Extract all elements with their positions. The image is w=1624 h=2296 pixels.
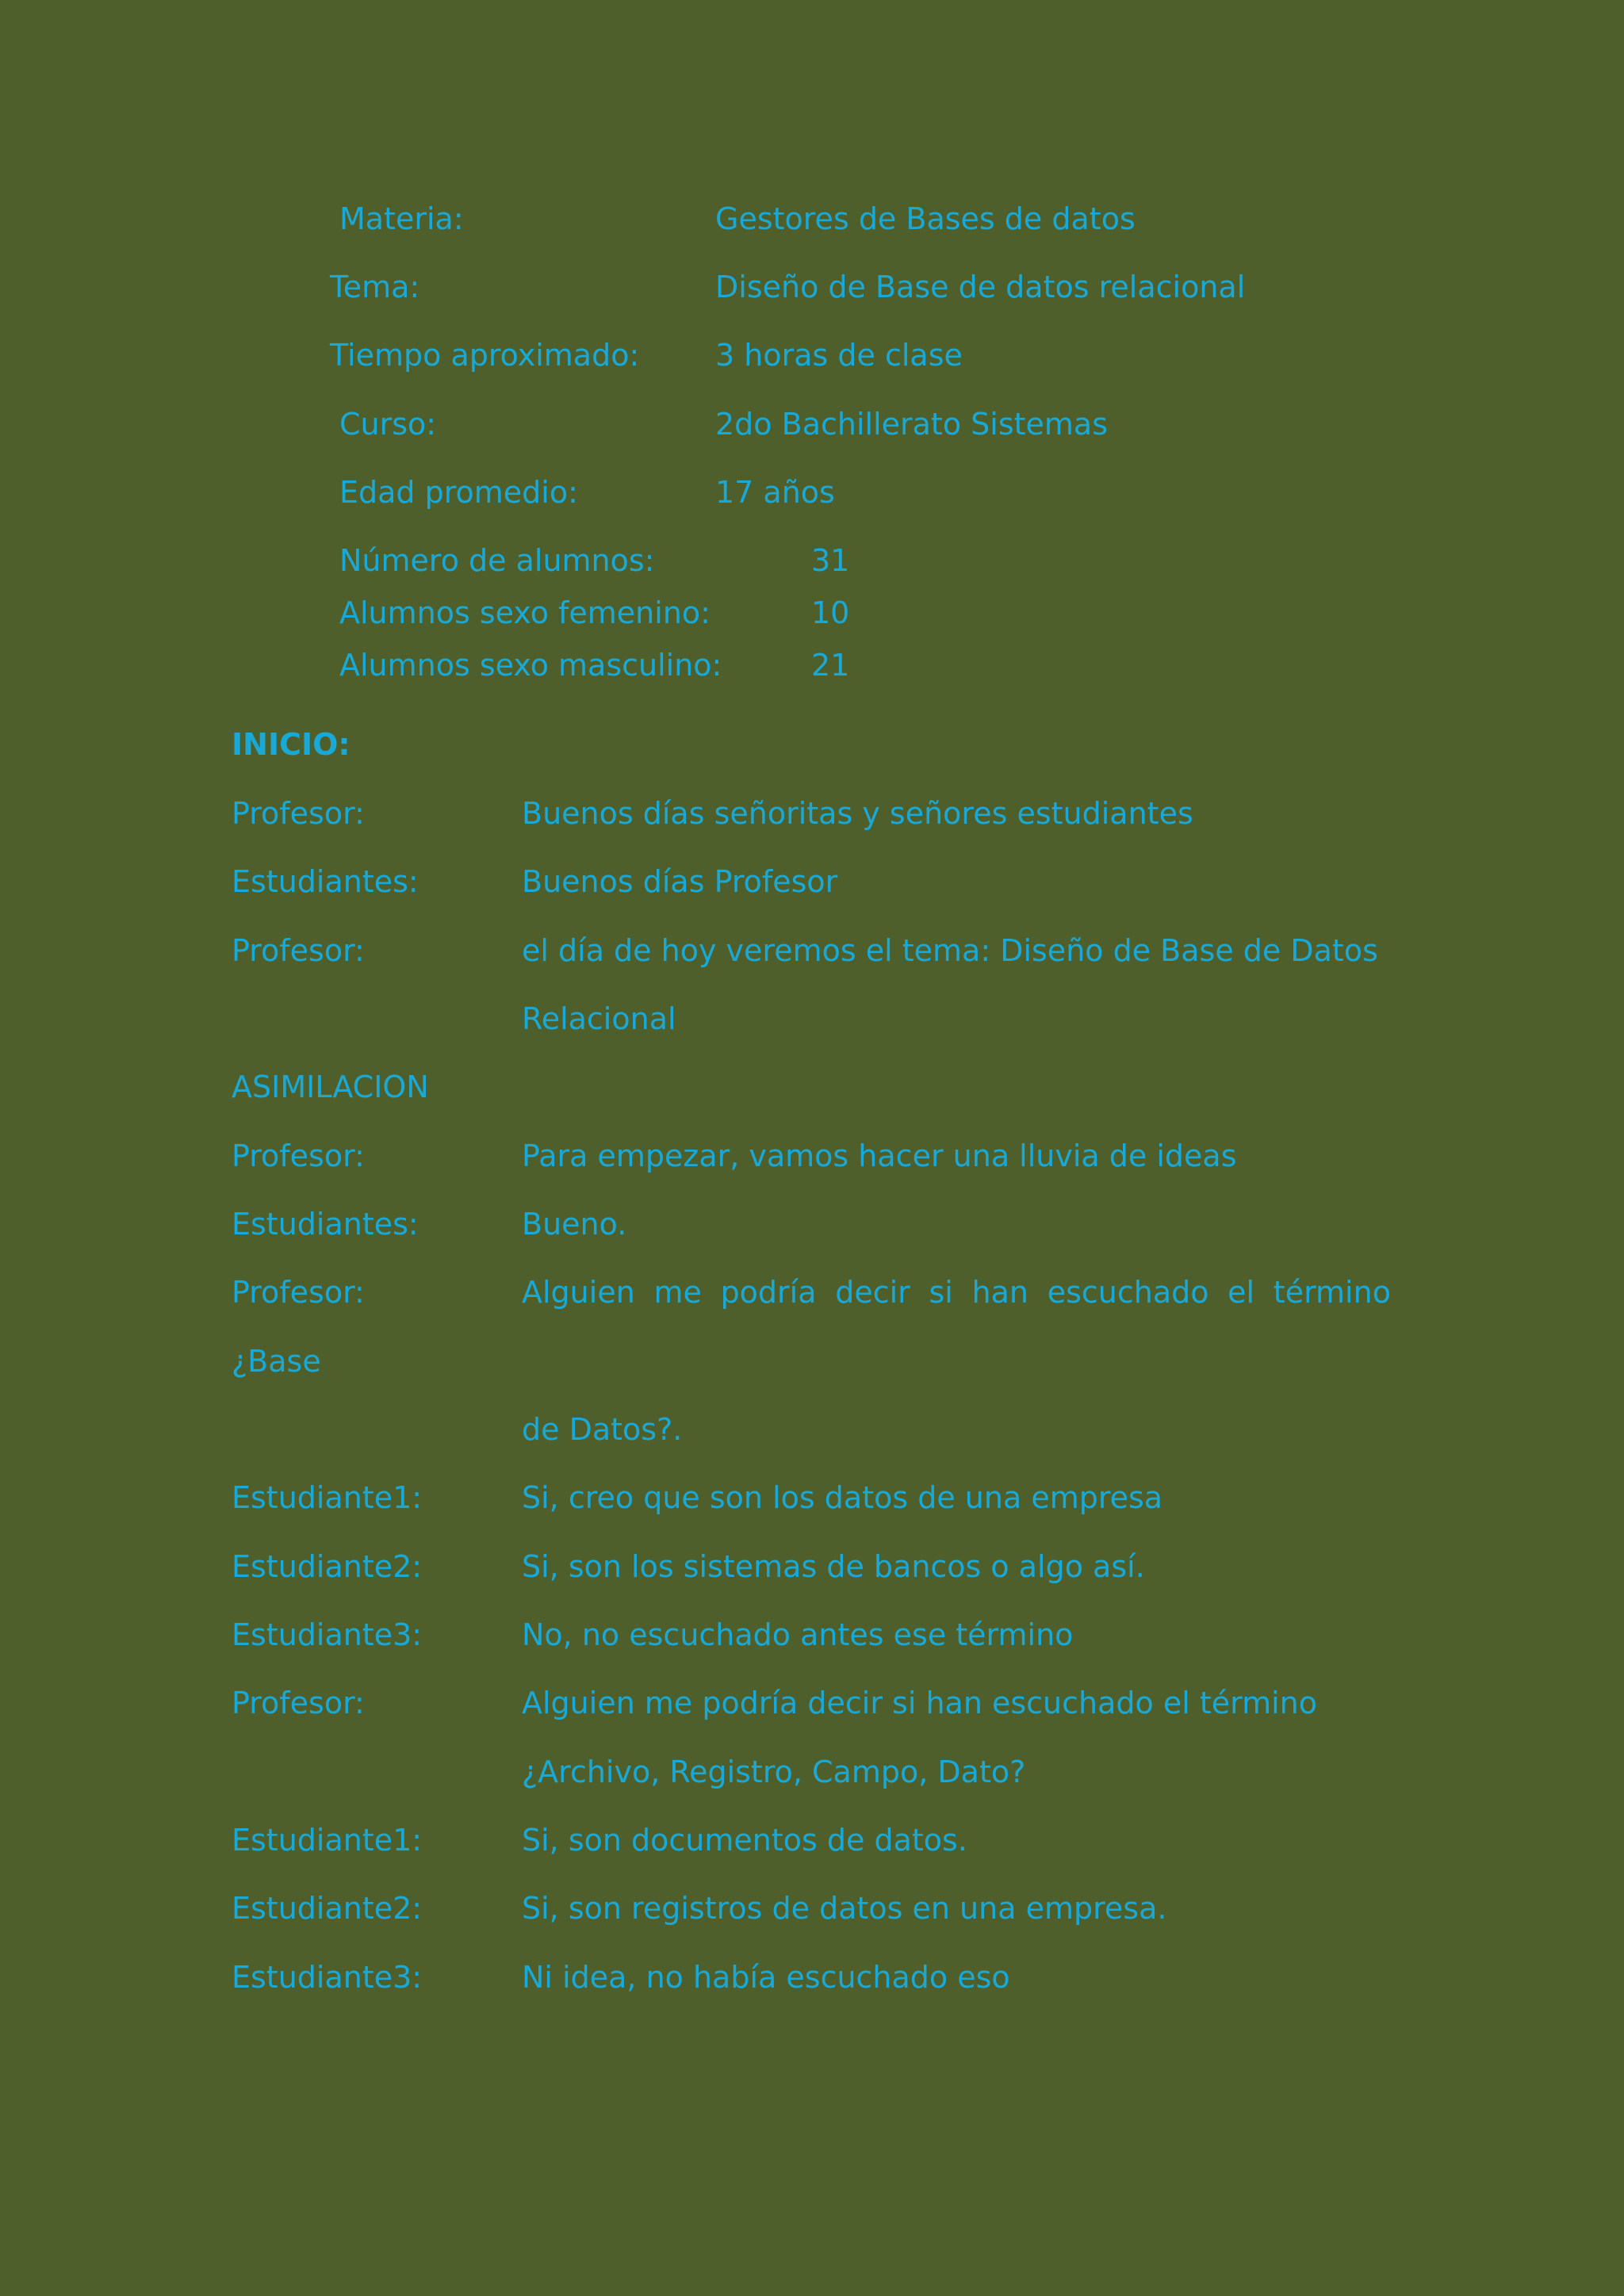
word: podría xyxy=(720,1275,817,1310)
info-value-tema: Diseño de Base de datos relacional xyxy=(715,270,1246,304)
info-value-edad: 17 años xyxy=(715,475,835,510)
dialogue-text: Buenos días Profesor xyxy=(522,864,838,899)
info-label-tema: Tema: xyxy=(330,270,420,304)
dialogue-speaker: Estudiante2: xyxy=(232,1549,423,1584)
info-label-curso: Curso: xyxy=(339,407,437,442)
inicio-heading: INICIO: xyxy=(232,727,350,762)
dialogue-text: Para empezar, vamos hacer una lluvia de ideas xyxy=(522,1138,1237,1173)
word: término xyxy=(1273,1275,1391,1310)
count-value-female: 10 xyxy=(811,595,850,630)
count-value-total: 31 xyxy=(811,543,850,578)
dialogue-text: Alguien me podría decir si han escuchado el término xyxy=(522,1686,1318,1720)
info-label-tiempo: Tiempo aproximado: xyxy=(330,338,640,373)
dialogue-speaker: Profesor: xyxy=(232,1138,365,1173)
info-value-curso: 2do Bachillerato Sistemas xyxy=(715,407,1109,442)
word: me xyxy=(653,1275,702,1310)
dialogue-wrap-text: ¿Base xyxy=(232,1344,321,1379)
dialogue-text: No, no escuchado antes ese término xyxy=(522,1617,1074,1652)
dialogue-speaker: Profesor: xyxy=(232,796,365,831)
justified-dialogue-text xyxy=(522,1275,1391,1310)
asimilacion-heading: ASIMILACION xyxy=(232,1070,429,1104)
count-value-male: 21 xyxy=(811,648,850,683)
dialogue-speaker: Estudiante3: xyxy=(232,1617,423,1652)
dialogue-text-continuation: Relacional xyxy=(522,1001,676,1036)
info-label-materia: Materia: xyxy=(339,201,464,236)
dialogue-text: Ni idea, no había escuchado eso xyxy=(522,1960,1010,1995)
word: si xyxy=(929,1275,953,1310)
dialogue-text: Si, son documentos de datos. xyxy=(522,1823,967,1858)
dialogue-text: Buenos días señoritas y señores estudiantes xyxy=(522,796,1193,831)
count-label-total: Número de alumnos: xyxy=(339,543,655,578)
info-value-tiempo: 3 horas de clase xyxy=(715,338,963,373)
dialogue-speaker: Estudiante1: xyxy=(232,1823,423,1858)
count-label-male: Alumnos sexo masculino: xyxy=(339,648,722,683)
dialogue-speaker: Estudiantes: xyxy=(232,864,419,899)
dialogue-text: Si, creo que son los datos de una empresa xyxy=(522,1480,1163,1515)
dialogue-speaker: Estudiante3: xyxy=(232,1960,423,1995)
dialogue-text: Bueno. xyxy=(522,1207,627,1242)
count-label-female: Alumnos sexo femenino: xyxy=(339,595,710,630)
info-label-edad: Edad promedio: xyxy=(339,475,578,510)
dialogue-speaker: Estudiantes: xyxy=(232,1207,419,1242)
word: escuchado xyxy=(1047,1275,1209,1310)
dialogue-speaker: Profesor: xyxy=(232,933,365,968)
info-value-materia: Gestores de Bases de datos xyxy=(715,201,1136,236)
dialogue-text: Si, son los sistemas de bancos o algo así. xyxy=(522,1549,1145,1584)
word: decir xyxy=(835,1275,910,1310)
dialogue-text: Si, son registros de datos en una empresa. xyxy=(522,1891,1167,1926)
word: Alguien xyxy=(522,1275,635,1310)
word: han xyxy=(971,1275,1028,1310)
dialogue-speaker: Profesor: xyxy=(232,1686,365,1720)
dialogue-speaker: Estudiante1: xyxy=(232,1480,423,1515)
word: el xyxy=(1228,1275,1255,1310)
dialogue-text-continuation: ¿Archivo, Registro, Campo, Dato? xyxy=(522,1755,1026,1789)
dialogue-text: el día de hoy veremos el tema: Diseño de Base de Datos xyxy=(522,933,1378,968)
dialogue-speaker: Profesor: xyxy=(232,1275,365,1310)
dialogue-text-continuation: de Datos?. xyxy=(522,1412,683,1447)
dialogue-speaker: Estudiante2: xyxy=(232,1891,423,1926)
